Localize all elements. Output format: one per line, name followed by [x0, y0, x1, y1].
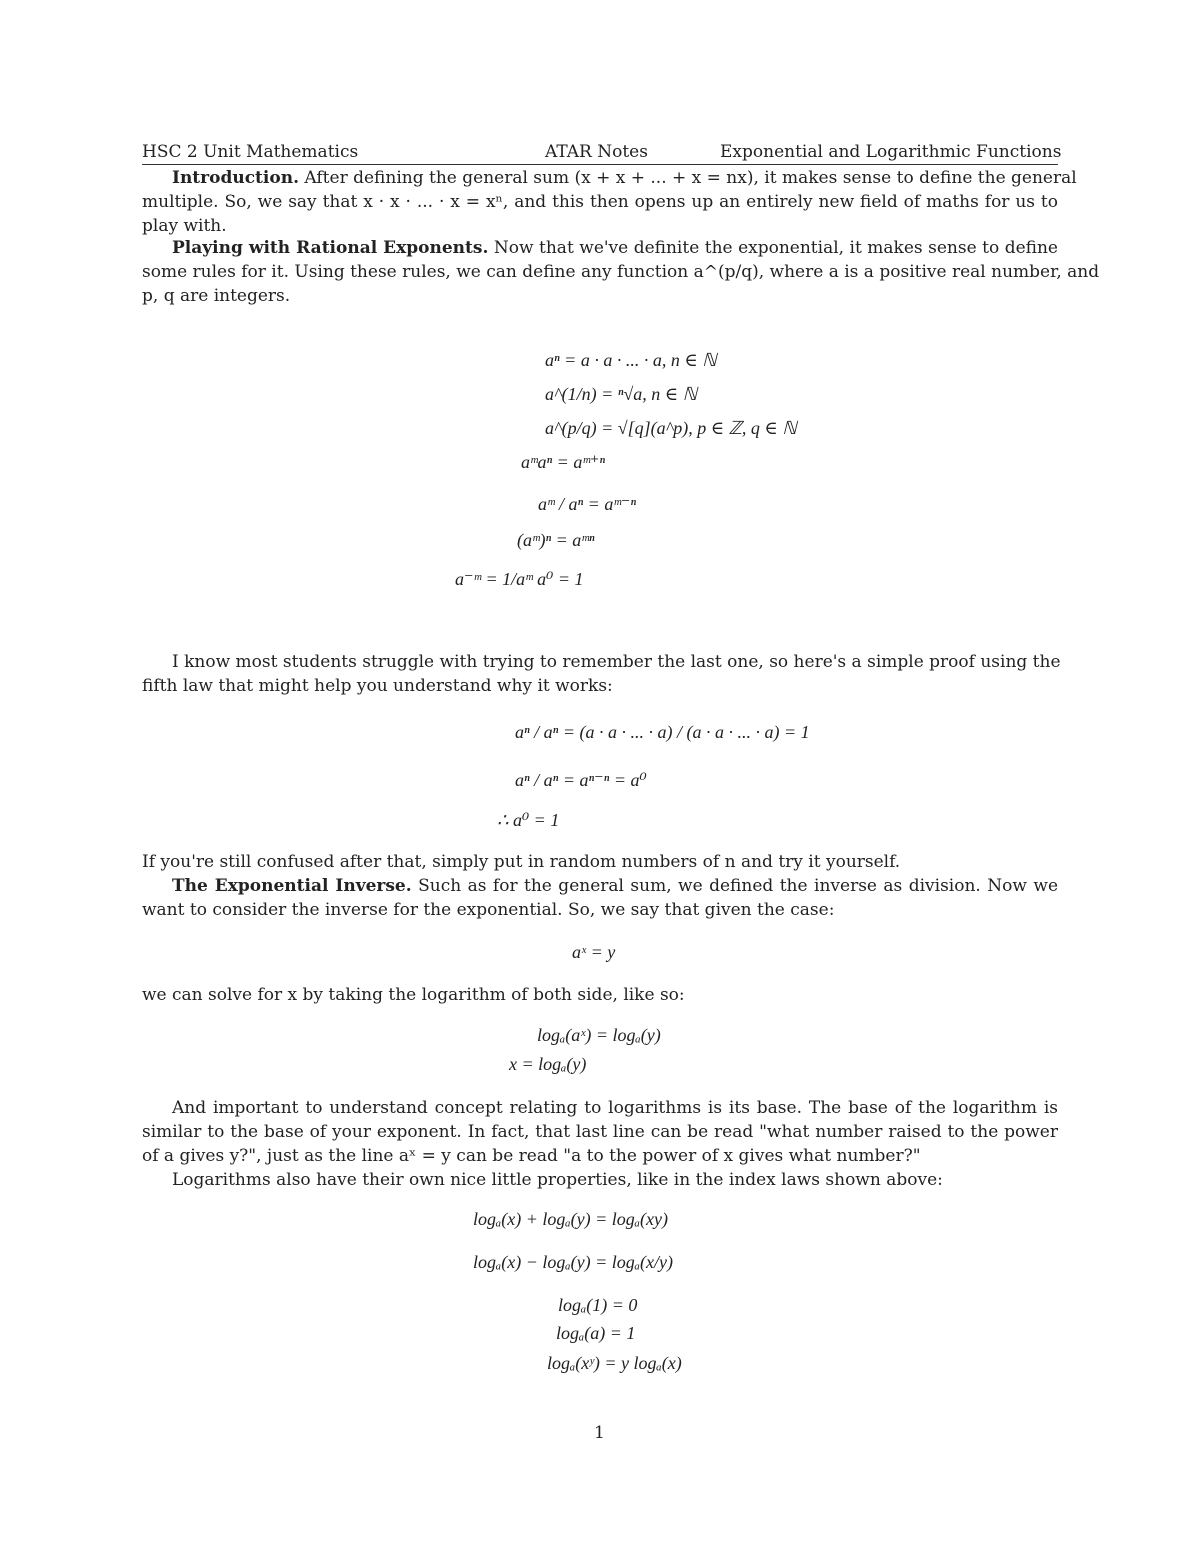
solve-line: we can solve for x by taking the logarithm of both side, like so: [142, 985, 685, 1005]
header-rule [142, 164, 1058, 165]
header-topic: Exponential and Logarithmic Functions [720, 142, 1062, 162]
intro-heading: Introduction. [172, 168, 299, 188]
rational-paragraph [142, 236, 1100, 308]
base-line-1: And important to understand concept relating to logarithms is its base. The base of the logarithm is [172, 1098, 1058, 1118]
log-step-2: x = logₐ(y) [509, 1054, 587, 1074]
log-step-1: logₐ(aˣ) = logₐ(y) [537, 1025, 661, 1045]
proof-intro-line-2: fifth law that might help you understand why it works: [142, 676, 613, 696]
log-law-4: logₐ(a) = 1 [556, 1323, 636, 1343]
log-law-1: logₐ(x) + logₐ(y) = logₐ(xy) [473, 1209, 669, 1229]
intro-line-1: After defining the general sum (x + x + ... + x = nx), it makes sense to define the general [304, 168, 1077, 188]
index-law-1: aⁿ = a · a · ... · a, n ∈ ℕ [545, 350, 717, 370]
proof-step-1: aⁿ / aⁿ = (a · a · ... · a) / (a · a · ... · a) = 1 [515, 722, 810, 742]
base-line-3: of a gives y?", just as the line aˣ = y can be read "a to the power of x gives what number?" [142, 1146, 921, 1166]
confused-line: If you're still confused after that, simply put in random numbers of n and try it yourself. [142, 852, 901, 872]
intro-line-3: play with. [142, 216, 227, 236]
proof-intro-paragraph [142, 650, 1061, 698]
rational-heading: Playing with Rational Exponents. [172, 238, 489, 258]
header-course-title: HSC 2 Unit Mathematics [142, 142, 359, 162]
inverse-line-1: Such as for the general sum, we defined the inverse as division. Now we [418, 876, 1058, 896]
index-law-5: aᵐ / aⁿ = aᵐ⁻ⁿ [538, 494, 636, 514]
proof-step-2: aⁿ / aⁿ = aⁿ⁻ⁿ = a⁰ [515, 770, 647, 790]
page-number: 1 [594, 1423, 605, 1443]
proof-step-3: ∴ a⁰ = 1 [497, 810, 560, 830]
index-law-6: (aᵐ)ⁿ = aᵐⁿ [517, 530, 595, 550]
inverse-line-2: want to consider the inverse for the exponential. So, we say that given the case: [142, 900, 835, 920]
base-line-4: Logarithms also have their own nice little properties, like in the index laws shown above: [172, 1170, 943, 1190]
base-line-2: similar to the base of your exponent. In fact, that last line can be read "what number raised to the power [142, 1122, 1058, 1142]
header-source: ATAR Notes [545, 142, 648, 162]
index-law-2: a^(1/n) = ⁿ√a, n ∈ ℕ [545, 384, 698, 404]
intro-line-2: multiple. So, we say that x · x · ... · x = xⁿ, and this then opens up an entirely new field of maths for us to [142, 192, 1058, 212]
exp-equation: aˣ = y [572, 942, 616, 962]
rational-line-3: p, q are integers. [142, 286, 291, 306]
intro-paragraph [142, 166, 1077, 238]
rational-line-1: Now that we've definite the exponential, it makes sense to define [493, 238, 1058, 258]
solve-paragraph [142, 983, 1058, 1007]
log-law-5: logₐ(xʸ) = y logₐ(x) [547, 1353, 682, 1373]
rational-line-2: some rules for it. Using these rules, we can define any function a^(p/q), where a is a positive real number, and [142, 262, 1100, 282]
confused-paragraph [142, 850, 1058, 874]
inverse-paragraph [142, 874, 1058, 922]
proof-intro-line-1: I know most students struggle with trying to remember the last one, so here's a simple proof using the [172, 652, 1061, 672]
index-law-7: a⁻ᵐ = 1/aᵐ a⁰ = 1 [455, 569, 584, 589]
inverse-heading: The Exponential Inverse. [172, 876, 412, 896]
index-law-4: aᵐaⁿ = aᵐ⁺ⁿ [521, 452, 605, 472]
index-law-3: a^(p/q) = √[q](a^p), p ∈ ℤ, q ∈ ℕ [545, 418, 797, 438]
base-paragraph [142, 1096, 1058, 1192]
log-law-3: logₐ(1) = 0 [558, 1295, 638, 1315]
log-law-2: logₐ(x) − logₐ(y) = logₐ(x/y) [473, 1252, 674, 1272]
